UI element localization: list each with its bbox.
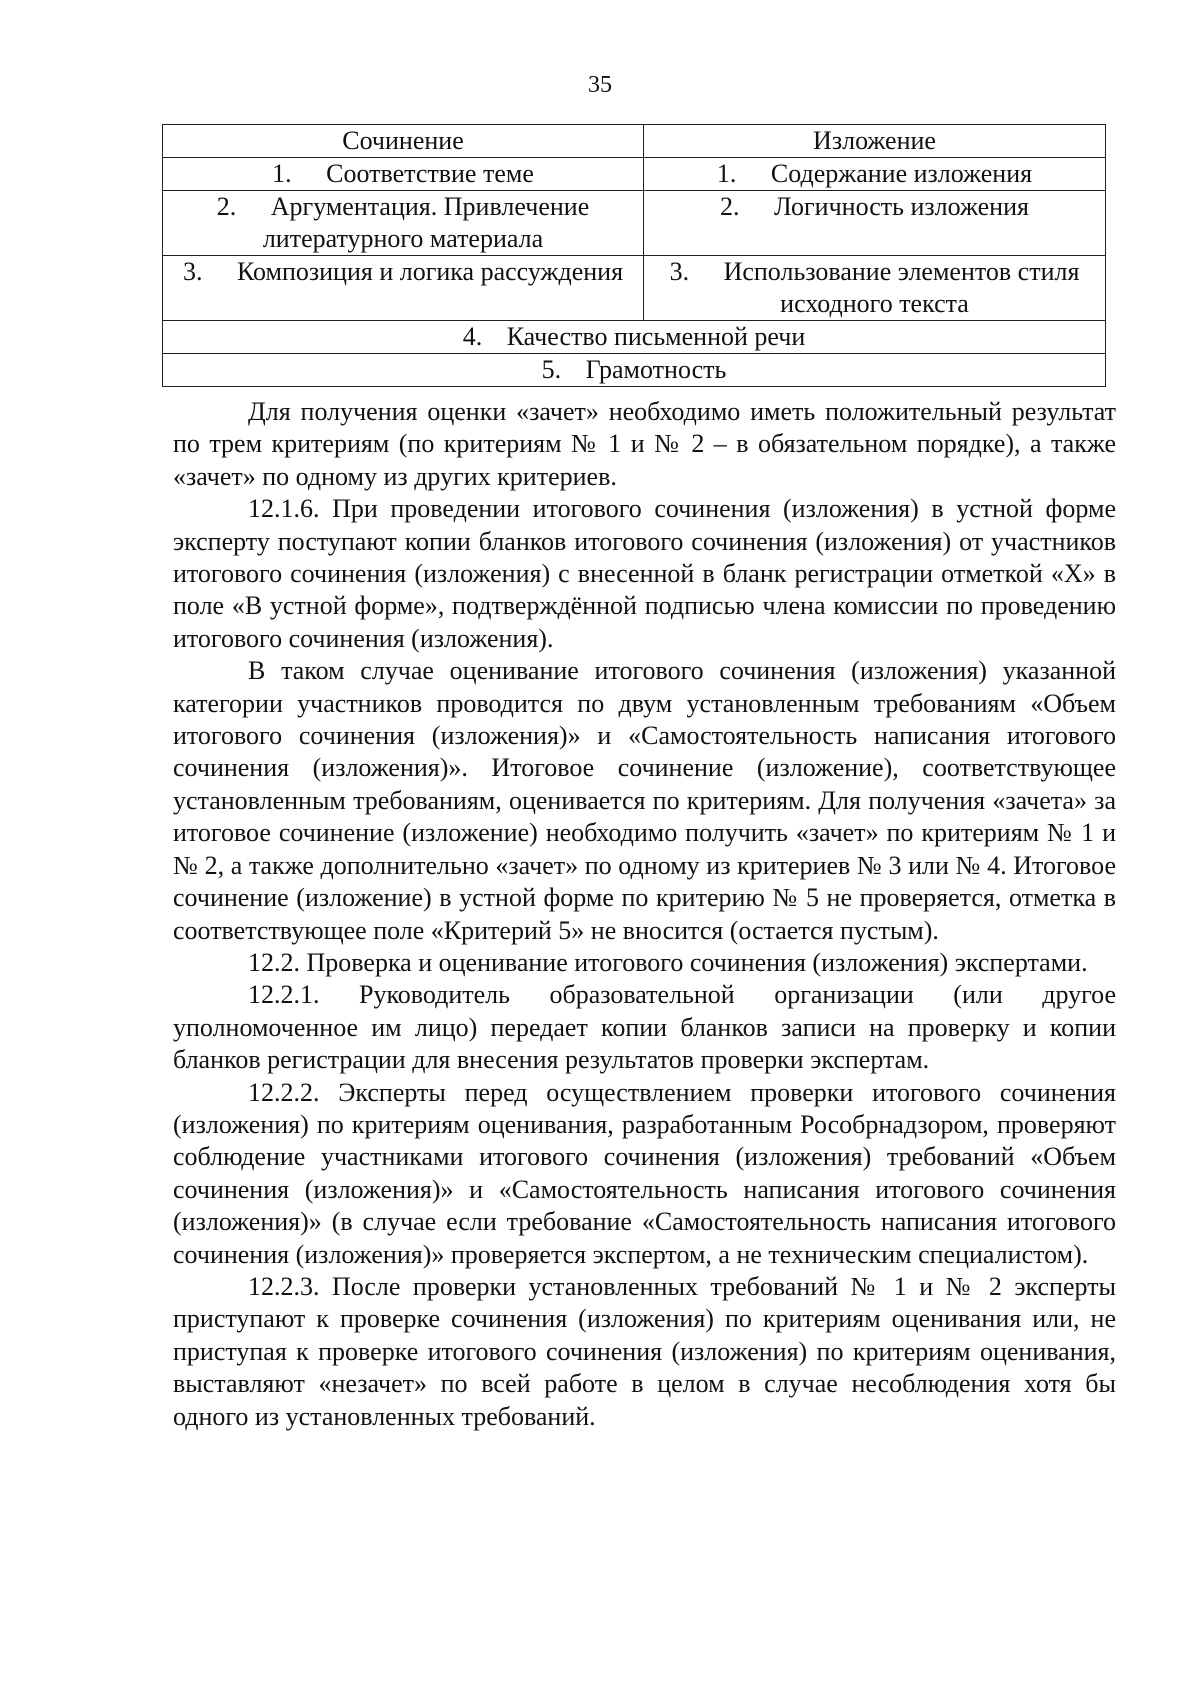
common-criterion-4 [163, 321, 1106, 354]
paragraph-12-2: 12.2. Проверка и оценивание итогового сочинения (изложения) экспертами. [248, 947, 1088, 977]
table-row [163, 158, 1106, 191]
table-row [163, 321, 1106, 354]
criterion-number: 3. [182, 257, 203, 286]
table-header-row [163, 125, 1106, 158]
criterion-number: 5. [541, 355, 562, 384]
criterion-number: 3. [669, 257, 690, 286]
criteria-table [162, 124, 1106, 387]
criterion-number: 2. [720, 192, 740, 221]
criterion-text: Содержание изложения [770, 159, 1033, 188]
criterion-text: Грамотность [585, 355, 727, 384]
essay-criterion-3 [163, 256, 644, 321]
paragraph-12-2-1: 12.2.1. Руководитель образовательной организации (или другое уполномоченное им лицо) передает копии бланков записи на проверку и копии бланков регистрации для внесения результатов проверки экспертам. [173, 980, 1116, 1075]
header-essay: Сочинение [163, 125, 644, 158]
criterion-number: 1. [272, 159, 292, 188]
criterion-text: Использование элементов стиля исходного текста [723, 257, 1080, 318]
table-row [163, 256, 1106, 321]
criterion-number: 2. [216, 192, 237, 221]
essay-criterion-1 [163, 158, 644, 191]
table-row [163, 191, 1106, 256]
paragraph-12-2-2: 12.2.2. Эксперты перед осуществлением проверки итогового сочинения (изложения) по критериям оценивания, разработанным Рособрнадзором, проверяют соблюдение участниками итогового сочинения (изложения) требований «Объем сочинения (изложения)» и «Самостоятельность написания итогового сочинения (изложения)» (в случае если требование «Самостоятельность написания итогового сочинения (изложения)» проверяется экспертом, а не техническим специалистом). [173, 1077, 1116, 1269]
criterion-text: Композиция и логика рассуждения [236, 257, 624, 286]
header-summary: Изложение [644, 125, 1106, 158]
criterion-text: Логичность изложения [774, 192, 1029, 221]
summary-criterion-1 [644, 158, 1106, 191]
paragraph-grading-rule: Для получения оценки «зачет» необходимо иметь положительный результат по трем критериям (по критериям № 1 и № 2 – в обязательном порядке), а также «зачет» по одному из других критериев. [173, 397, 1116, 491]
summary-criterion-2 [644, 191, 1106, 256]
essay-criterion-2 [163, 191, 644, 256]
criterion-text: Качество письменной речи [506, 322, 806, 351]
page-number: 35 [588, 72, 612, 98]
summary-criterion-3 [644, 256, 1106, 321]
document-body [173, 396, 1116, 1433]
paragraph-12-1-6: 12.1.6. При проведении итогового сочинения (изложения) в устной форме эксперту поступают копии бланков итогового сочинения (изложения) от участников итогового сочинения (изложения) с внесенной в бланк регистрации отметкой «X» в поле «В устной форме», подтверждённой подписью члена комиссии по проведению итогового сочинения (изложения). [173, 494, 1116, 653]
common-criterion-5 [163, 354, 1106, 387]
table-row [163, 354, 1106, 387]
criterion-number: 4. [462, 322, 483, 351]
criterion-text: Аргументация. Привлечение литературного материала [262, 192, 590, 253]
paragraph-12-2-3: 12.2.3. После проверки установленных требований № 1 и № 2 эксперты приступают к проверке сочинения (изложения) по критериям оценивания или, не приступая к проверке итогового сочинения (изложения) по критериям оценивания, выставляют «незачет» по всей работе в целом в случае несоблюдения хотя бы одного из установленных требований. [173, 1271, 1116, 1431]
criterion-text: Соответствие теме [326, 159, 534, 188]
criterion-number: 1. [716, 159, 737, 188]
paragraph-oral-form-grading: В таком случае оценивание итогового сочинения (изложения) указанной категории участников проводится по двум установленным требованиям «Объем итогового сочинения (изложения)» и «Самостоятельность написания итогового сочинения (изложения)». Итоговое сочинение (изложение), соответствующее установленным требованиям, оценивается по критериям. Для получения «зачета» за итоговое сочинение (изложение) необходимо получить «зачет» по критериям № 1 и № 2, а также дополнительно «зачет» по одному из критериев № 3 или № 4. Итоговое сочинение (изложение) в устной форме по критерию № 5 не проверяется, отметка в соответствующее поле «Критерий 5» не вносится (остается пустым). [173, 656, 1116, 945]
